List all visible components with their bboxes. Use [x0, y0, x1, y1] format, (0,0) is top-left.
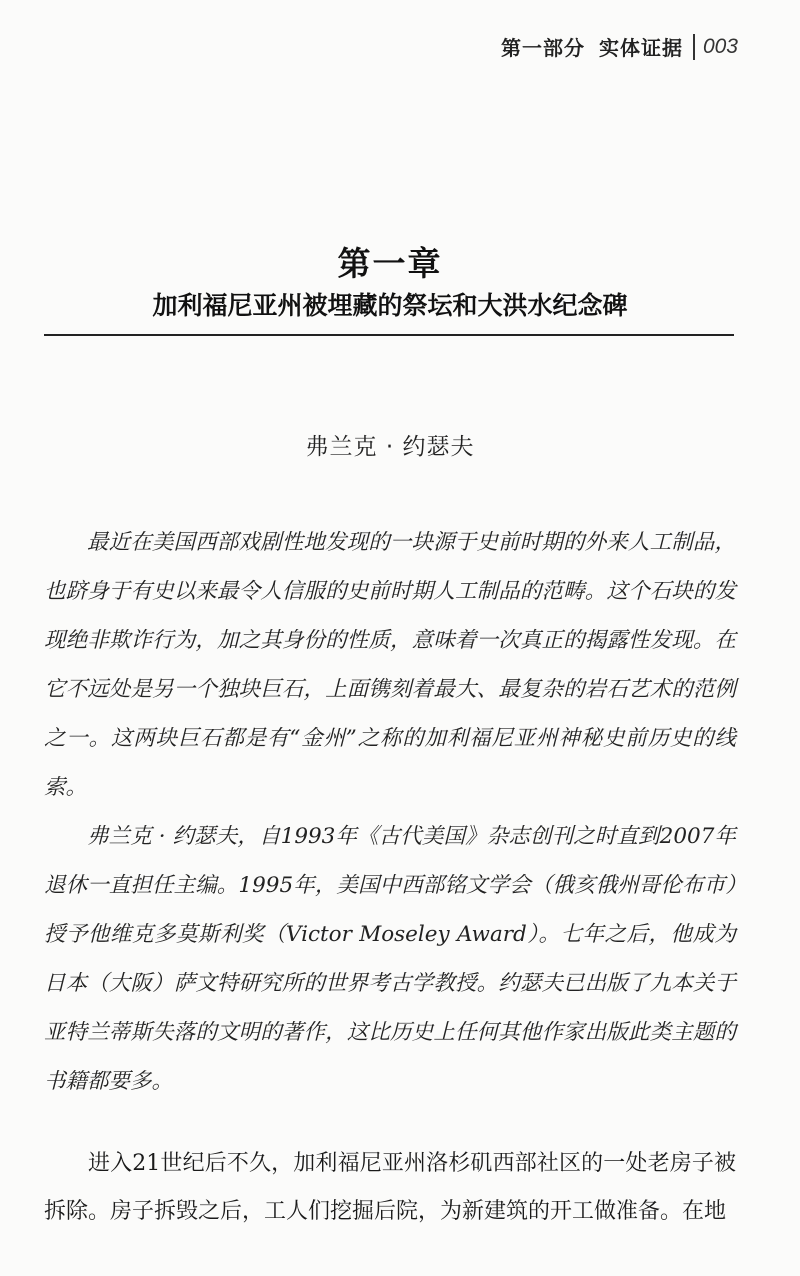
- page-number: 003: [702, 34, 738, 58]
- header-part: 第一部分: [500, 36, 585, 60]
- body-text: [44, 1140, 736, 1236]
- intro-paragraph: 最近在美国西部戏剧性地发现的一块源于史前时期的外来人工制品，也跻身于有史以来最令人信服的史前时期人工制品的范畴。这个石块的发现绝非欺诈行为，加之其身份的性质，意味着一次真正的揭露性发现。在它不远处是另一个独块巨石，上面镌刻着最大、最复杂的岩石艺术的范例之一。这两块巨石都是有“金州”之称的加利福尼亚州神秘史前历史的线索。: [44, 530, 736, 800]
- header-section: 实体证据: [598, 36, 683, 60]
- author-name: 弗兰克 · 约瑟夫: [305, 434, 475, 460]
- chapter-intro: [44, 518, 736, 1106]
- intro-paragraph: 弗兰克 · 约瑟夫，自1993年《古代美国》杂志创刊之时直到2007年退休一直担任主编。1995年，美国中西部铭文学会（俄亥俄州哥伦布市）授予他维克多莫斯利奖（Victor Moseley Award）。七年之后，他成为日本（大阪）萨文特研究所的世界考古学教授。约瑟夫已出版了九本关于亚特兰蒂斯失落的文明的著作，这比历史上任何其他作家出版此类主题的书籍都要多。: [44, 824, 736, 1094]
- header-divider: [693, 34, 695, 60]
- title-rule: [44, 334, 734, 336]
- body-paragraph: 进入21世纪后不久，加利福尼亚州洛杉矶西部社区的一处老房子被拆除。房子拆毁之后，工人们挖掘后院，为新建筑的开工做准备。在地: [44, 1151, 736, 1224]
- chapter-title: 加利福尼亚州被埋藏的祭坛和大洪水纪念碑: [152, 291, 628, 320]
- chapter-number: 第一章: [337, 244, 443, 283]
- running-header: [501, 32, 738, 61]
